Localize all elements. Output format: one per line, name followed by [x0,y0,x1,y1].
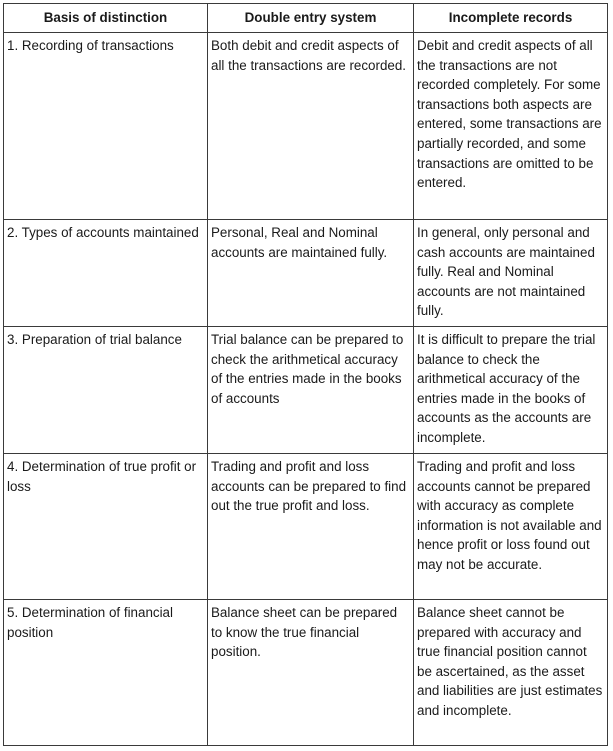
cell-double-entry: Trading and profit and loss accounts can be prepared to find out the true profit and loss. [208,454,414,600]
header-incomplete-records: Incomplete records [414,4,608,33]
cell-basis: 3. Preparation of trial balance [4,327,208,454]
cell-double-entry: Trial balance can be prepared to check the arithmetical accuracy of the entries made in the books of accounts [208,327,414,454]
table-row [4,220,608,327]
cell-double-entry: Personal, Real and Nominal accounts are maintained fully. [208,220,414,327]
cell-incomplete-records: Debit and credit aspects of all the transactions are not recorded completely. For some transactions both aspects are entered, some transactions are partially recorded, and some transactions are omitted to be entered. [414,33,608,220]
cell-incomplete-records: Trading and profit and loss accounts cannot be prepared with accuracy as complete information is not available and hence profit or loss found out may not be accurate. [414,454,608,600]
header-basis: Basis of distinction [4,4,208,33]
cell-double-entry: Balance sheet can be prepared to know the true financial position. [208,600,414,746]
cell-basis: 2. Types of accounts maintained [4,220,208,327]
cell-incomplete-records: Balance sheet cannot be prepared with accuracy and true financial position cannot be ascertained, as the asset and liabilities are just estimates and incomplete. [414,600,608,746]
cell-incomplete-records: It is difficult to prepare the trial balance to check the arithmetical accuracy of the entries made in the books of accounts as the accounts are incomplete. [414,327,608,454]
table-row [4,454,608,600]
table-body [4,33,608,746]
cell-double-entry: Both debit and credit aspects of all the transactions are recorded. [208,33,414,220]
cell-basis: 4. Determination of true profit or loss [4,454,208,600]
table-row [4,327,608,454]
table-header [4,4,608,33]
header-row [4,4,608,33]
cell-incomplete-records: In general, only personal and cash accounts are maintained fully. Real and Nominal accounts are not maintained fully. [414,220,608,327]
comparison-table [3,3,608,746]
header-double-entry: Double entry system [208,4,414,33]
table-row [4,600,608,746]
table-row [4,33,608,220]
cell-basis: 5. Determination of financial position [4,600,208,746]
cell-basis: 1. Recording of transactions [4,33,208,220]
